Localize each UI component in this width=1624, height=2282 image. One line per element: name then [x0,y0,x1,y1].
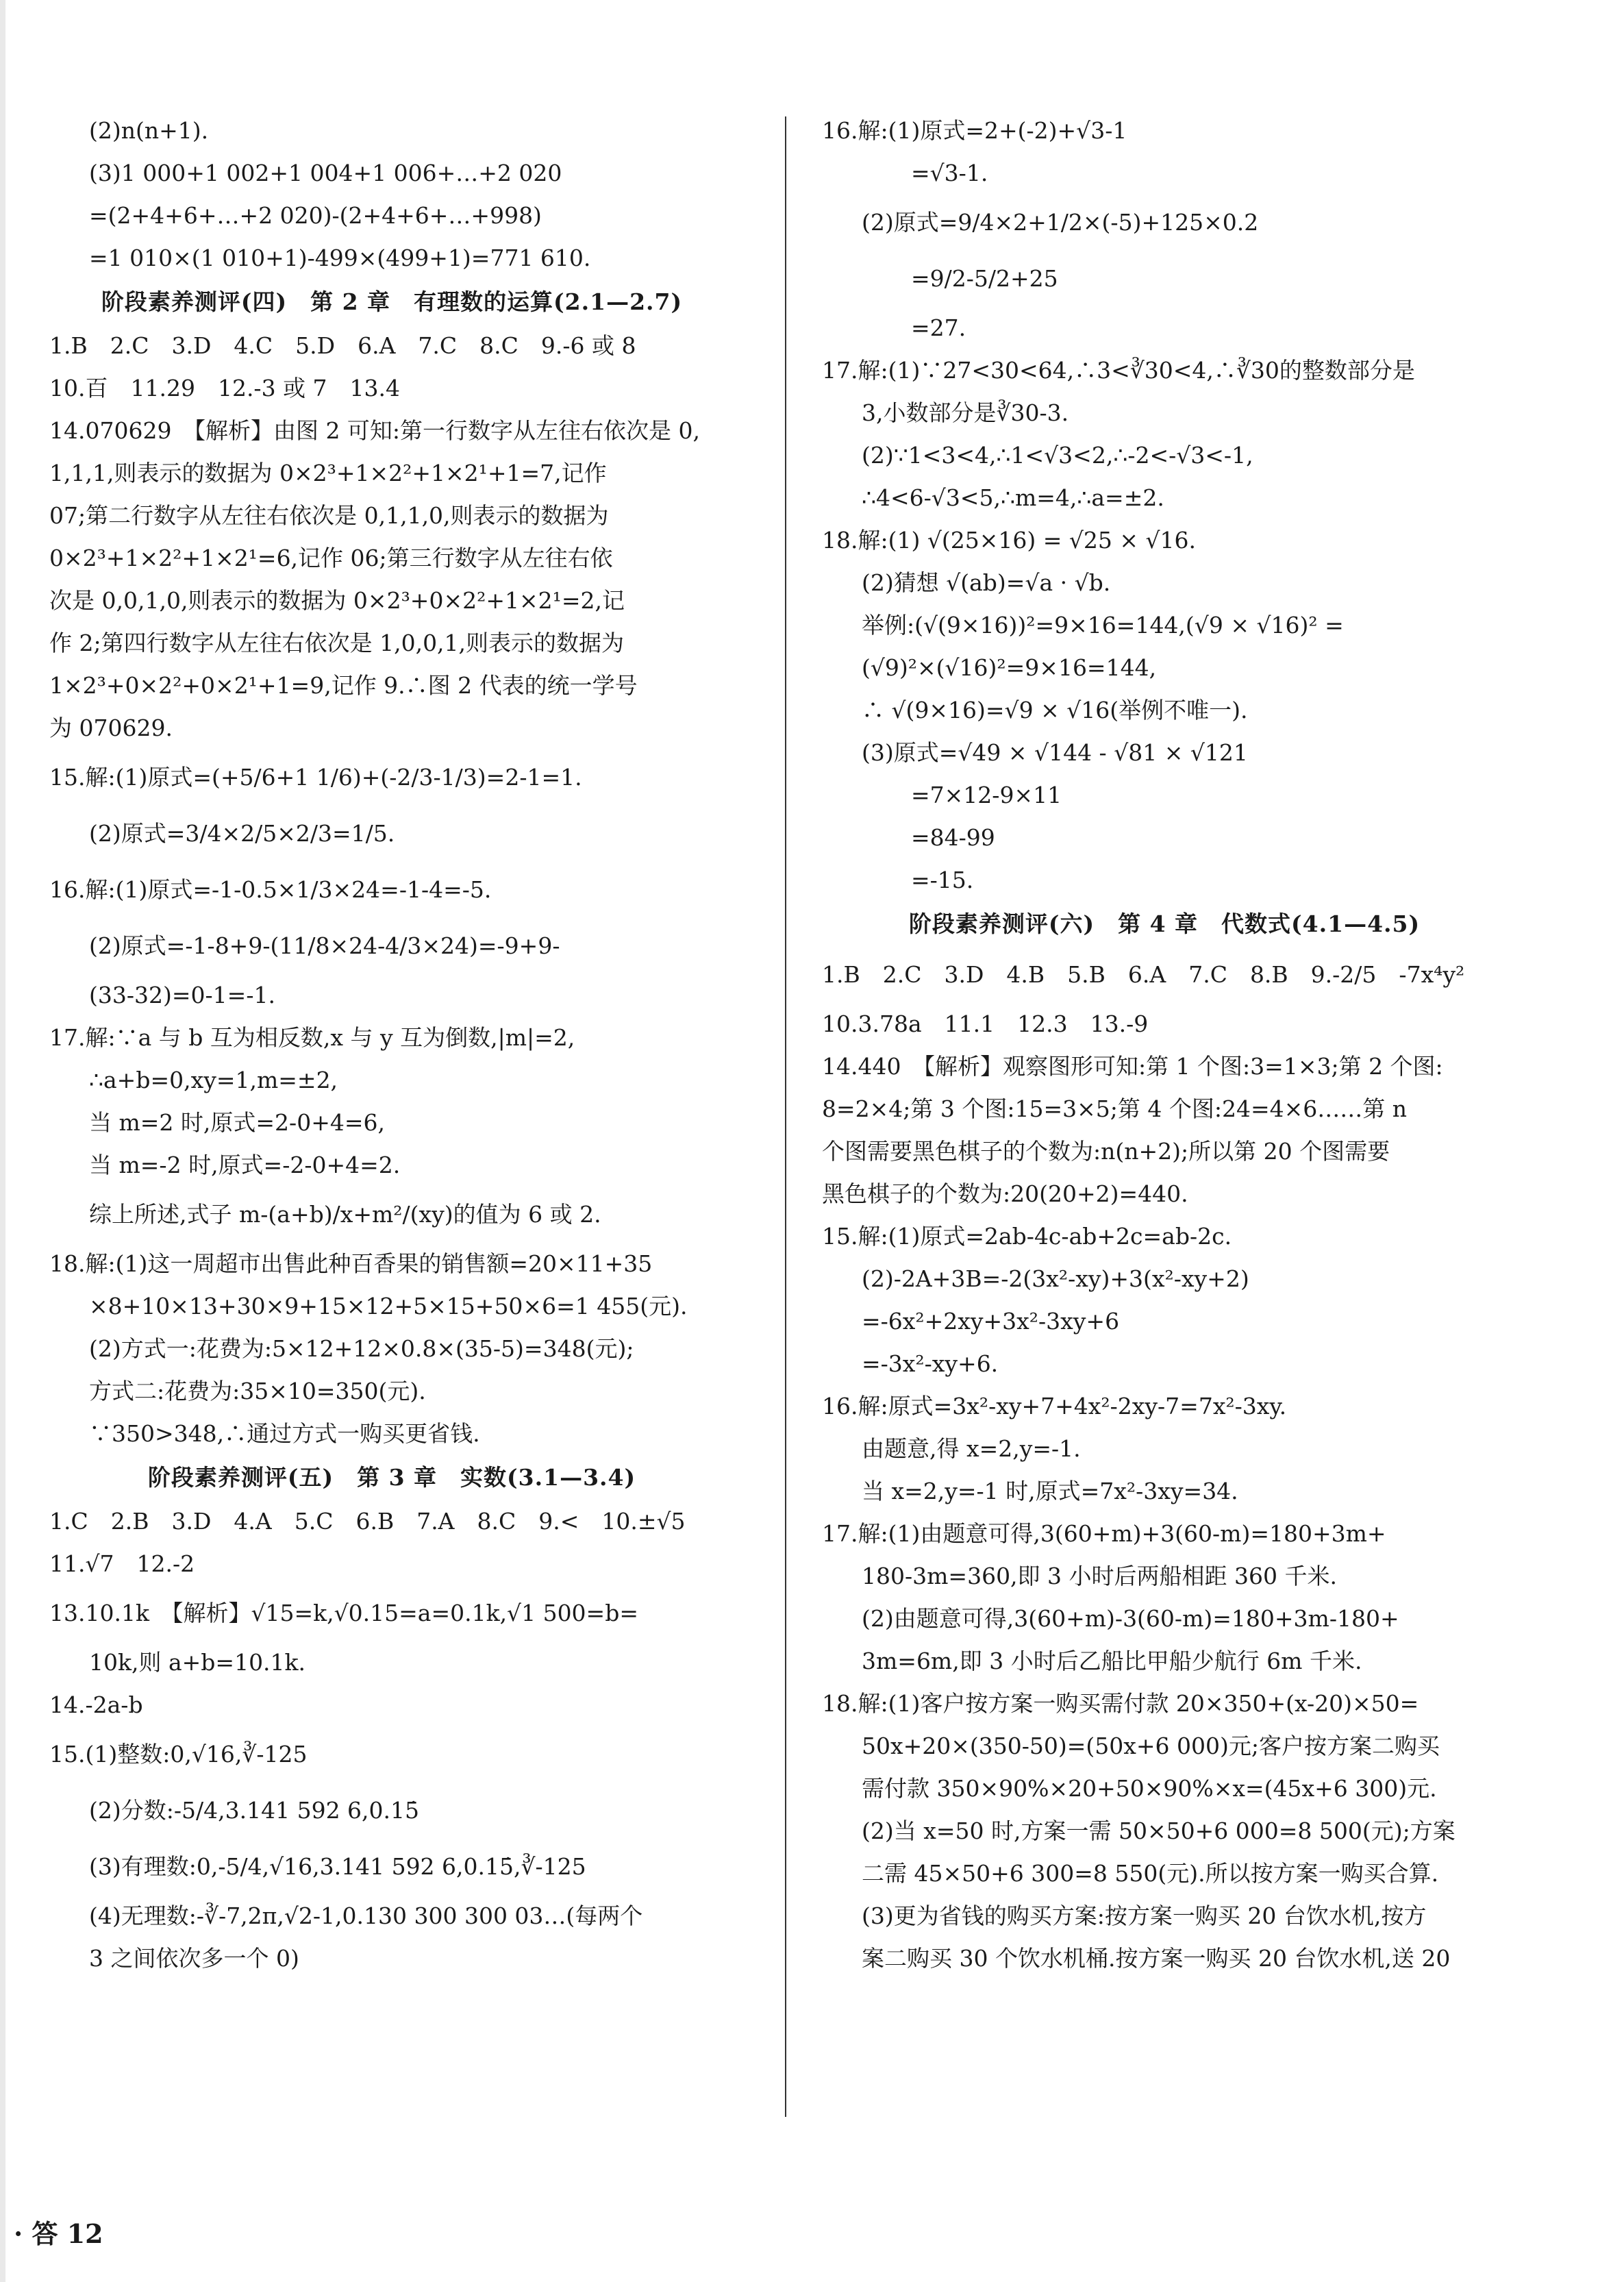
answer-line: 方式二:花费为:35×10=350(元). [89,1378,426,1404]
answer-line: 8=2×4;第 3 个图:15=3×5;第 4 个图:24=4×6……第 n [822,1095,1408,1122]
answer-line: 50x+20×(350-50)=(50x+6 000)元;客户按方案二购买 [862,1733,1440,1759]
answer-line: =-15. [911,867,974,893]
answer-line: 11.√7 12.-2 [49,1550,195,1577]
answer-line: ×8+10×13+30×9+15×12+5×15+50×6=1 455(元). [89,1293,688,1319]
answer-line: 07;第二行数字从左往右依次是 0,1,1,0,则表示的数据为 [49,502,609,529]
answer-line: (2)原式=9/4×2+1/2×(-5)+125×0.2 [862,209,1259,236]
answer-line: 18.解:(1) √(25×16) = √25 × √16. [822,527,1197,554]
answer-line: 1.C 2.B 3.D 4.A 5.C 6.B 7.A 8.C 9.< 10.±√5 [49,1508,686,1535]
answer-line: (2)分数:-5/4,3.141 592 6,0.15̇ [89,1797,420,1824]
answer-line: 为 070629. [49,715,173,741]
answer-line: 二需 45×50+6 300=8 550(元).所以按方案一购买合算. [862,1860,1439,1887]
answer-line: 16.解:(1)原式=-1-0.5×1/3×24=-1-4=-5. [49,876,492,903]
answer-line: =9/2-5/2+25 [911,265,1058,292]
answer-line: (2)方式一:花费为:5×12+12×0.8×(35-5)=348(元); [89,1335,634,1362]
answer-line: 10k,则 a+b=10.1k. [89,1649,306,1676]
answer-line: 17.解:∵a 与 b 互为相反数,x 与 y 互为倒数,|m|=2, [49,1024,575,1051]
answer-line: (2)原式=3/4×2/5×2/3=1/5. [89,820,395,847]
section-heading: 阶段素养测评(六) 第 4 章 代数式(4.1—4.5) [908,910,1421,937]
answer-line: (2)由题意可得,3(60+m)-3(60-m)=180+3m-180+ [862,1605,1399,1632]
answer-line: 13.10.1k 【解析】√15=k,√0.15=a=0.1k,√1 500=b= [49,1600,638,1626]
answer-line: (√9)²×(√16)²=9×16=144, [862,654,1157,681]
column-divider [785,116,786,2117]
answer-line: (2)当 x=50 时,方案一需 50×50+6 000=8 500(元);方案 [862,1818,1456,1844]
page-number: · 答 12 [14,2218,103,2249]
scan-edge [0,0,5,2282]
answer-line: 需付款 350×90%×20+50×90%×x=(45x+6 300)元. [862,1775,1437,1802]
answer-line: (33-32)=0-1=-1. [89,982,275,1008]
answer-line: =84-99 [911,824,995,851]
answer-line: 14.440 【解析】观察图形可知:第 1 个图:3=1×3;第 2 个图: [822,1053,1443,1080]
answer-line: ∴4<6-√3<5,∴m=4,∴a=±2. [862,484,1164,511]
answer-line: (3)1 000+1 002+1 004+1 006+…+2 020 [89,160,562,186]
answer-line: 180-3m=360,即 3 小时后两船相距 360 千米. [862,1563,1337,1589]
answer-line: (2)猜想 √(ab)=√a · √b. [862,569,1111,596]
answer-line: 0×2³+1×2²+1×2¹=6,记作 06;第三行数字从左往右依 [49,545,613,571]
answer-line: 个图需要黑色棋子的个数为:n(n+2);所以第 20 个图需要 [822,1138,1390,1165]
answer-line: =27. [911,314,966,341]
answer-line: ∴ √(9×16)=√9 × √16(举例不唯一). [862,697,1248,723]
answer-line: =√3-1. [911,160,988,186]
answer-line: (3)更为省钱的购买方案:按方案一购买 20 台饮水机,按方 [862,1902,1427,1929]
answer-line: 当 m=-2 时,原式=-2-0+4=2. [89,1152,401,1178]
section-heading: 阶段素养测评(四) 第 2 章 有理数的运算(2.1—2.7) [101,288,683,315]
answer-line: 案二购买 30 个饮水机桶.按方案一购买 20 台饮水机,送 20 [862,1945,1451,1972]
answer-line: 1.B 2.C 3.D 4.C 5.D 6.A 7.C 8.C 9.-6 或 8 [49,332,636,359]
answer-line: 10.3.78a 11.1 12.3 13.-9 [822,1010,1149,1037]
answer-line: 作 2;第四行数字从左往右依次是 1,0,0,1,则表示的数据为 [49,630,625,656]
answer-line: 3,小数部分是∛30-3. [862,399,1069,426]
answer-line: 14.-2a-b [49,1691,143,1718]
answer-line: 15.解:(1)原式=(+5/6+1 1/6)+(-2/3-1/3)=2-1=1. [49,764,582,791]
left-column [49,110,734,1980]
right-column [822,110,1507,1980]
answer-line: 黑色棋子的个数为:20(20+2)=440. [822,1180,1188,1207]
answer-line: 18.解:(1)客户按方案一购买需付款 20×350+(x-20)×50= [822,1690,1419,1717]
answer-line: 14.070629 【解析】由图 2 可知:第一行数字从左往右依次是 0, [49,417,701,444]
answer-line: 16.解:(1)原式=2+(-2)+√3-1 [822,117,1127,144]
answer-line: (2)-2A+3B=-2(3x²-xy)+3(x²-xy+2) [862,1265,1249,1292]
answer-line: 16.解:原式=3x²-xy+7+4x²-2xy-7=7x²-3xy. [822,1393,1287,1419]
answer-line: 10.百 11.29 12.-3 或 7 13.4 [49,375,401,401]
answer-line: =(2+4+6+…+2 020)-(2+4+6+…+998) [89,202,542,229]
answer-line: (3)有理数:0,-5/4,√16,3.141 592 6,0.15̇,∛-125 [89,1853,586,1880]
answer-line: 1,1,1,则表示的数据为 0×2³+1×2²+1×2¹+1=7,记作 [49,460,607,486]
answer-line: 1×2³+0×2²+0×2¹+1=9,记作 9.∴图 2 代表的统一学号 [49,672,638,699]
answer-line: =-6x²+2xy+3x²-3xy+6 [862,1308,1120,1335]
answer-line: (2)∵1<3<4,∴1<√3<2,∴-2<-√3<-1, [862,442,1253,469]
answer-line: 综上所述,式子 m-(a+b)/x+m²/(xy)的值为 6 或 2. [89,1201,601,1228]
answer-line: 1.B 2.C 3.D 4.B 5.B 6.A 7.C 8.B 9.-2/5 -7x⁴y² [822,961,1465,988]
section-heading: 阶段素养测评(五) 第 3 章 实数(3.1—3.4) [147,1464,636,1491]
answer-line: ∴a+b=0,xy=1,m=±2, [89,1067,338,1093]
answer-line: 3 之间依次多一个 0) [89,1945,299,1972]
answer-line: 15.解:(1)原式=2ab-4c-ab+2c=ab-2c. [822,1223,1232,1250]
answer-line: 17.解:(1)∵27<30<64,∴3<∛30<4,∴∛30的整数部分是 [822,357,1415,384]
answer-line: 当 m=2 时,原式=2-0+4=6, [89,1109,385,1136]
answer-line: 举例:(√(9×16))²=9×16=144,(√9 × √16)² = [862,612,1344,638]
answer-line: =-3x²-xy+6. [862,1350,999,1377]
answer-line: 当 x=2,y=-1 时,原式=7x²-3xy=34. [862,1478,1238,1504]
answer-line: 17.解:(1)由题意可得,3(60+m)+3(60-m)=180+3m+ [822,1520,1386,1547]
answer-line: 18.解:(1)这一周超市出售此种百香果的销售额=20×11+35 [49,1250,653,1277]
answer-line: 15.(1)整数:0,√16,∛-125 [49,1741,308,1768]
answer-line: (2)n(n+1). [89,117,209,144]
answer-line: (4)无理数:-∛-7,2π,√2-1,0.130 300 300 03…(每两个 [89,1902,643,1929]
answer-line: =7×12-9×11 [911,782,1062,808]
answer-line: 次是 0,0,1,0,则表示的数据为 0×2³+0×2²+1×2¹=2,记 [49,587,625,614]
answer-line: (2)原式=-1-8+9-(11/8×24-4/3×24)=-9+9- [89,932,560,959]
answer-line: ∵350>348,∴通过方式一购买更省钱. [89,1420,480,1447]
answer-line: =1 010×(1 010+1)-499×(499+1)=771 610. [89,245,591,271]
answer-line: 由题意,得 x=2,y=-1. [862,1435,1081,1462]
answer-line: 3m=6m,即 3 小时后乙船比甲船少航行 6m 千米. [862,1648,1362,1674]
answer-line: (3)原式=√49 × √144 - √81 × √121 [862,739,1248,766]
